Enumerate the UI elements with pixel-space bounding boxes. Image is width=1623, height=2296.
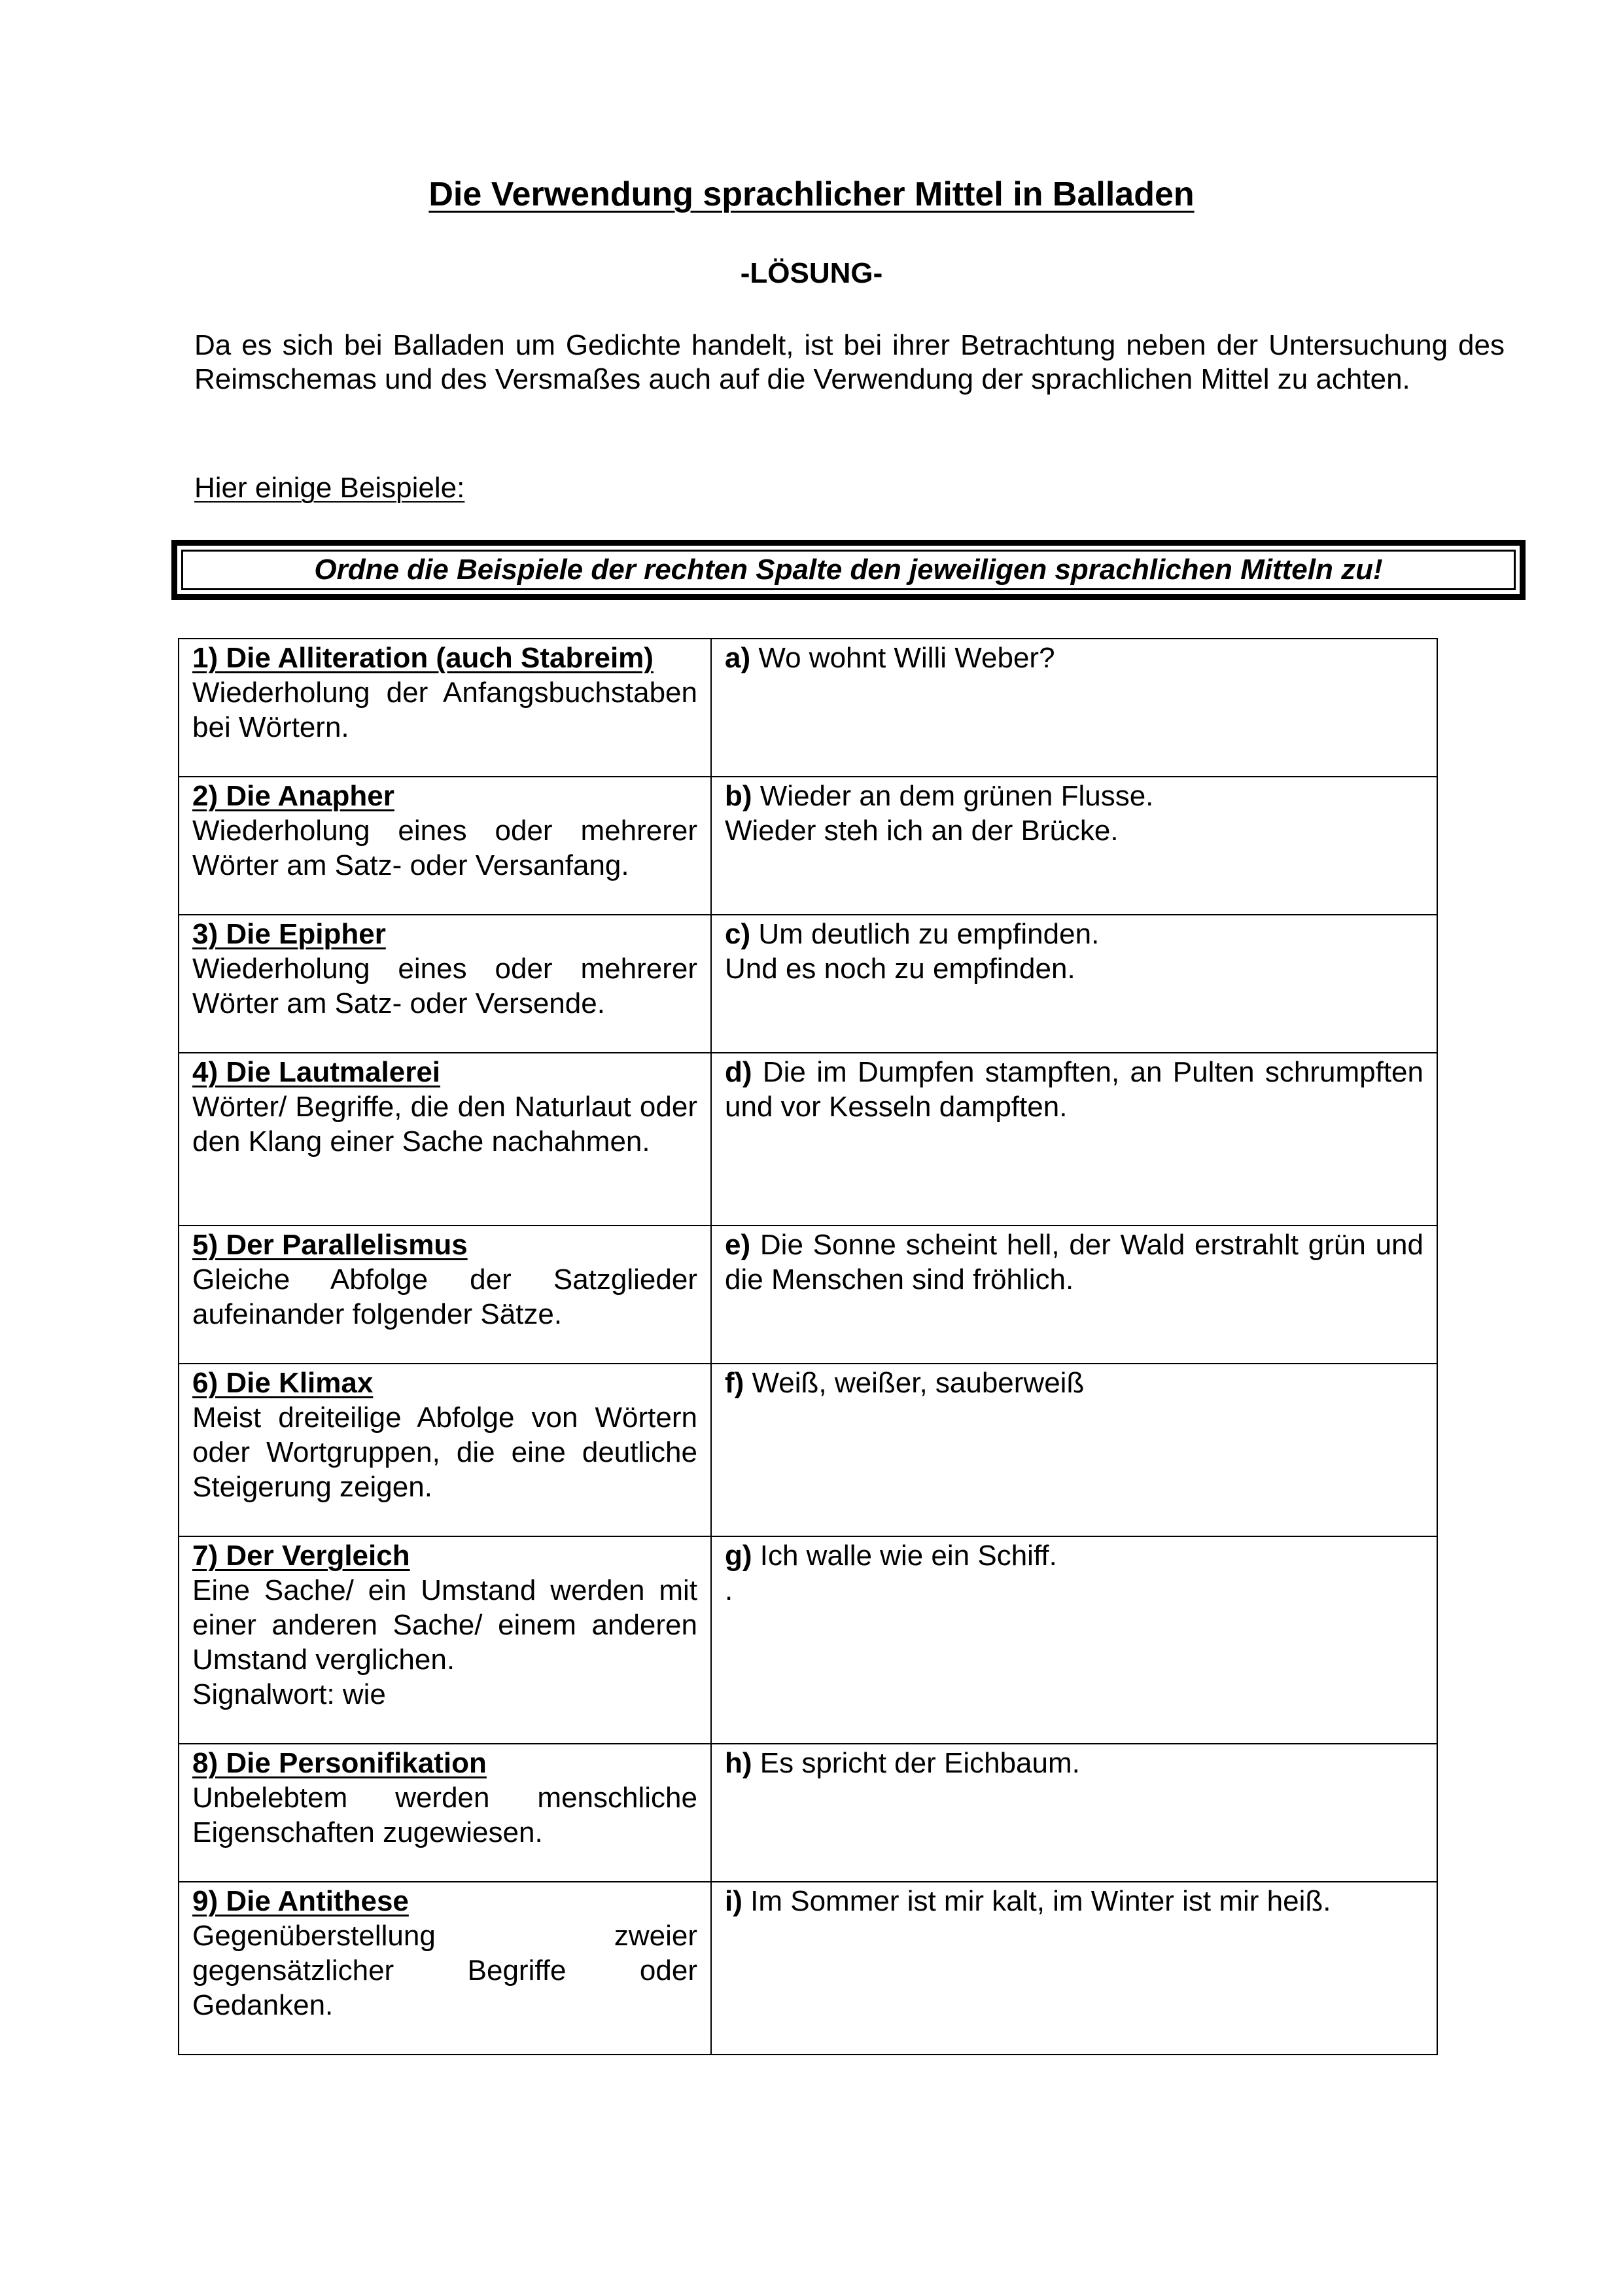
example-letter: a) xyxy=(725,642,751,674)
example-letter: f) xyxy=(725,1367,744,1399)
example-letter: i) xyxy=(725,1885,742,1917)
example-text: Die Sonne scheint hell, der Wald erstrahlt grün und die Menschen sind fröhlich. xyxy=(725,1229,1423,1296)
task-box xyxy=(171,540,1526,600)
table-row xyxy=(179,1364,1437,1536)
example-line xyxy=(725,1055,1423,1124)
intro-paragraph: Da es sich bei Balladen um Gedichte handelt, ist bei ihrer Betrachtung neben der Untersuchung des Reimschemas und des Versmaßes auch auf die Verwendung der sprachlichen Mittel zu achten. xyxy=(194,329,1505,395)
table-row xyxy=(179,639,1437,777)
term-heading: 1) Die Alliteration (auch Stabreim) xyxy=(192,642,654,674)
example-line xyxy=(725,641,1423,675)
example-cell xyxy=(711,915,1437,1053)
term-cell xyxy=(179,1882,711,2055)
example-text: Ich walle wie ein Schiff. xyxy=(759,1540,1057,1572)
term-heading: 8) Die Personifikation xyxy=(192,1747,487,1779)
example-text: . xyxy=(725,1574,733,1606)
example-cell xyxy=(711,777,1437,915)
example-cell xyxy=(711,1882,1437,2055)
term-cell xyxy=(179,1053,711,1226)
example-text: Wieder steh ich an der Brücke. xyxy=(725,815,1119,847)
term-heading: 4) Die Lautmalerei xyxy=(192,1056,441,1088)
table-row xyxy=(179,1226,1437,1364)
example-line xyxy=(725,1746,1423,1780)
solution-label: -LÖSUNG- xyxy=(740,257,883,289)
term-description: Wiederholung der Anfangsbuchstaben bei Wörtern. xyxy=(192,677,697,743)
table-row xyxy=(179,1744,1437,1882)
example-cell xyxy=(711,1053,1437,1226)
term-description: Unbelebtem werden menschliche Eigenschaften zugewiesen. xyxy=(192,1782,697,1848)
example-line xyxy=(725,813,1423,848)
example-line xyxy=(725,1884,1423,1918)
term-description: Eine Sache/ ein Umstand werden mit einer anderen Sache/ einem anderen Umstand verglichen. xyxy=(192,1574,697,1676)
term-heading: 9) Die Antithese xyxy=(192,1885,409,1917)
example-line xyxy=(725,1538,1423,1573)
term-heading: 7) Der Vergleich xyxy=(192,1540,410,1572)
example-line xyxy=(725,951,1423,986)
example-letter: h) xyxy=(725,1747,752,1779)
example-line xyxy=(725,1573,1423,1608)
example-text: Um deutlich zu empfinden. xyxy=(758,918,1100,950)
matching-table xyxy=(178,638,1438,2055)
examples-label: Hier einige Beispiele: xyxy=(194,472,465,504)
table-row xyxy=(179,1536,1437,1744)
example-line xyxy=(725,1227,1423,1297)
example-text: Wieder an dem grünen Flusse. xyxy=(759,780,1154,812)
term-description: Wiederholung eines oder mehrerer Wörter am Satz- oder Versende. xyxy=(192,953,697,1019)
term-description: Signalwort: wie xyxy=(192,1678,386,1710)
term-description: Wiederholung eines oder mehrerer Wörter am Satz- oder Versanfang. xyxy=(192,815,697,881)
term-heading: 6) Die Klimax xyxy=(192,1367,374,1399)
example-cell xyxy=(711,1744,1437,1882)
page-title: Die Verwendung sprachlicher Mittel in Balladen xyxy=(428,175,1195,213)
example-cell xyxy=(711,1226,1437,1364)
term-heading: 5) Der Parallelismus xyxy=(192,1229,468,1261)
task-instruction: Ordne die Beispiele der rechten Spalte den jeweiligen sprachlichen Mitteln zu! xyxy=(181,550,1516,590)
example-cell xyxy=(711,1364,1437,1536)
example-text: Die im Dumpfen stampften, an Pulten schrumpften und vor Kesseln dampften. xyxy=(725,1056,1423,1123)
example-letter: g) xyxy=(725,1540,752,1572)
term-cell xyxy=(179,1744,711,1882)
term-cell xyxy=(179,1226,711,1364)
example-cell xyxy=(711,639,1437,777)
example-text: Und es noch zu empfinden. xyxy=(725,953,1075,985)
example-letter: d) xyxy=(725,1056,752,1088)
term-cell xyxy=(179,915,711,1053)
example-text: Weiß, weißer, sauberweiß xyxy=(752,1367,1085,1399)
example-text: Im Sommer ist mir kalt, im Winter ist mir heiß. xyxy=(750,1885,1331,1917)
term-cell xyxy=(179,1536,711,1744)
example-cell xyxy=(711,1536,1437,1744)
term-description: Gleiche Abfolge der Satzglieder aufeinander folgender Sätze. xyxy=(192,1263,697,1330)
table-row xyxy=(179,915,1437,1053)
example-line xyxy=(725,779,1423,813)
term-heading: 2) Die Anapher xyxy=(192,780,394,812)
term-description: Wörter/ Begriffe, die den Naturlaut oder den Klang einer Sache nachahmen. xyxy=(192,1091,697,1157)
term-cell xyxy=(179,1364,711,1536)
term-description: Gegenüberstellung zweier gegensätzlicher Begriffe oder Gedanken. xyxy=(192,1920,697,2021)
example-text: Wo wohnt Willi Weber? xyxy=(758,642,1055,674)
example-letter: e) xyxy=(725,1229,751,1261)
term-cell xyxy=(179,777,711,915)
example-line xyxy=(725,917,1423,951)
example-line xyxy=(725,1366,1423,1400)
example-text: Es spricht der Eichbaum. xyxy=(759,1747,1080,1779)
example-letter: c) xyxy=(725,918,751,950)
table-row xyxy=(179,1882,1437,2055)
table-row xyxy=(179,1053,1437,1226)
term-heading: 3) Die Epipher xyxy=(192,918,386,950)
term-cell xyxy=(179,639,711,777)
example-letter: b) xyxy=(725,780,752,812)
table-row xyxy=(179,777,1437,915)
term-description: Meist dreiteilige Abfolge von Wörtern oder Wortgruppen, die eine deutliche Steigerung zeigen. xyxy=(192,1402,697,1503)
